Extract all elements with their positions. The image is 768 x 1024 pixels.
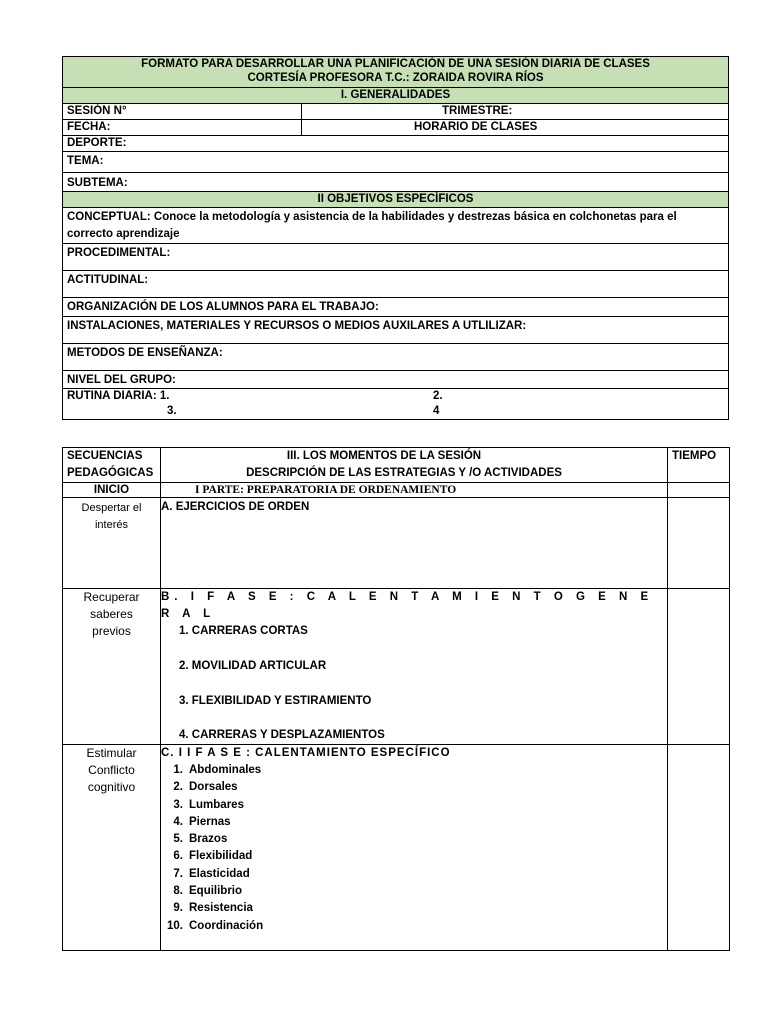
title-row xyxy=(63,57,729,88)
inicio-row xyxy=(63,483,730,498)
row-b-item-2: 2. MOVILIDAD ARTICULAR xyxy=(179,660,327,672)
title-line-2: CORTESÍA PROFESORA T.C.: ZORAIDA ROVIRA RÍOS xyxy=(247,72,544,84)
list-item: 7. Elasticidad xyxy=(173,867,250,880)
list-item: 9. Resistencia xyxy=(173,902,253,915)
rutina-label: RUTINA DIARIA: 1. xyxy=(67,390,170,402)
row-b-item-1: 1. CARRERAS CORTAS xyxy=(179,625,308,637)
rutina-item-4: 4 xyxy=(433,405,440,417)
document-title xyxy=(63,57,729,88)
trimestre-label: TRIMESTRE: xyxy=(302,104,729,120)
moments-header-row xyxy=(63,448,730,483)
planning-general-table xyxy=(62,56,729,420)
list-item: 3. Lumbares xyxy=(173,798,244,811)
actitudinal-label: ACTITUDINAL: xyxy=(63,271,729,298)
list-item: 2. Dorsales xyxy=(173,781,238,794)
rutina-item-2: 2. xyxy=(433,390,443,402)
nivel-label: NIVEL DEL GRUPO: xyxy=(63,371,729,389)
row-b-item-3: 3. FLEXIBILIDAD Y ESTIRAMIENTO xyxy=(179,695,372,707)
col-secuencias: SECUENCIAS xyxy=(67,450,143,462)
row-b-sequence: Recuperar saberes previos xyxy=(63,589,161,745)
row-a xyxy=(63,498,730,589)
moments-subtitle: DESCRIPCIÓN DE LAS ESTRATEGIAS Y /O ACTIVIDADES xyxy=(246,467,562,479)
conceptual-objective: CONCEPTUAL: Conoce la metodología y asistencia de la habilidades y destrezas básica en colchonetas para el correcto aprendizaje xyxy=(63,208,729,244)
list-item: 10. Coordinación xyxy=(167,919,264,932)
list-item: 1. Abdominales xyxy=(173,764,262,776)
subtema-label: SUBTEMA: xyxy=(63,173,729,192)
list-item: 5. Brazos xyxy=(173,833,228,846)
list-item: 4. Piernas xyxy=(173,815,231,828)
row-a-sequence: Despertar el interés xyxy=(63,498,161,589)
row-a-title: A. EJERCICIOS DE ORDEN xyxy=(161,498,668,589)
list-item: 8. Equilibrio xyxy=(173,885,243,898)
inicio-label: INICIO xyxy=(63,483,161,498)
row-b xyxy=(63,589,730,745)
col-pedagogicas: PEDAGÓGICAS xyxy=(67,467,154,479)
horario-label: HORARIO DE CLASES xyxy=(302,120,729,136)
row-c-title: C. I I F A S E : CALENTAMIENTO ESPECÍFICO xyxy=(161,747,451,759)
procedimental-label: PROCEDIMENTAL: xyxy=(63,244,729,271)
organizacion-label: ORGANIZACIÓN DE LOS ALUMNOS PARA EL TRABAJO: xyxy=(63,298,729,317)
title-line-1: FORMATO PARA DESARROLLAR UNA PLANIFICACIÓN DE UNA SESIÓN DIARIA DE CLASES xyxy=(141,58,650,70)
session-moments-table xyxy=(62,447,730,951)
sesion-row xyxy=(63,104,729,120)
row-c-list xyxy=(161,762,663,935)
list-item: 6. Flexibilidad xyxy=(173,850,253,863)
moments-title: III. LOS MOMENTOS DE LA SESIÓN xyxy=(286,450,482,462)
metodos-label: METODOS DE ENSEÑANZA: xyxy=(63,344,729,371)
row-b-item-4: 4. CARRERAS Y DESPLAZAMIENTOS xyxy=(179,729,385,741)
row-c xyxy=(63,745,730,951)
fecha-row xyxy=(63,120,729,136)
instalaciones-label: INSTALACIONES, MATERIALES Y RECURSOS O MEDIOS AUXILARES A UTLILIZAR: xyxy=(63,317,729,344)
deporte-label: DEPORTE: xyxy=(63,136,729,152)
rutina-item-3: 3. xyxy=(167,405,177,417)
sesion-label: SESIÓN N° xyxy=(63,104,302,120)
row-b-title: B. I F A S E : C A L E N T A M I E N T O G E N E R A L xyxy=(161,591,654,620)
row-c-sequence: Estimular Conflicto cognitivo xyxy=(63,745,161,951)
fecha-label: FECHA: xyxy=(63,120,302,136)
section-generalidades: I. GENERALIDADES xyxy=(63,88,729,104)
tema-label: TEMA: xyxy=(63,152,729,173)
section-objetivos: II OBJETIVOS ESPECÍFICOS xyxy=(63,192,729,208)
parte-label: I PARTE: PREPARATORIA DE ORDENAMIENTO xyxy=(161,483,668,498)
col-tiempo: TIEMPO xyxy=(668,448,730,483)
rutina-row xyxy=(63,389,729,420)
